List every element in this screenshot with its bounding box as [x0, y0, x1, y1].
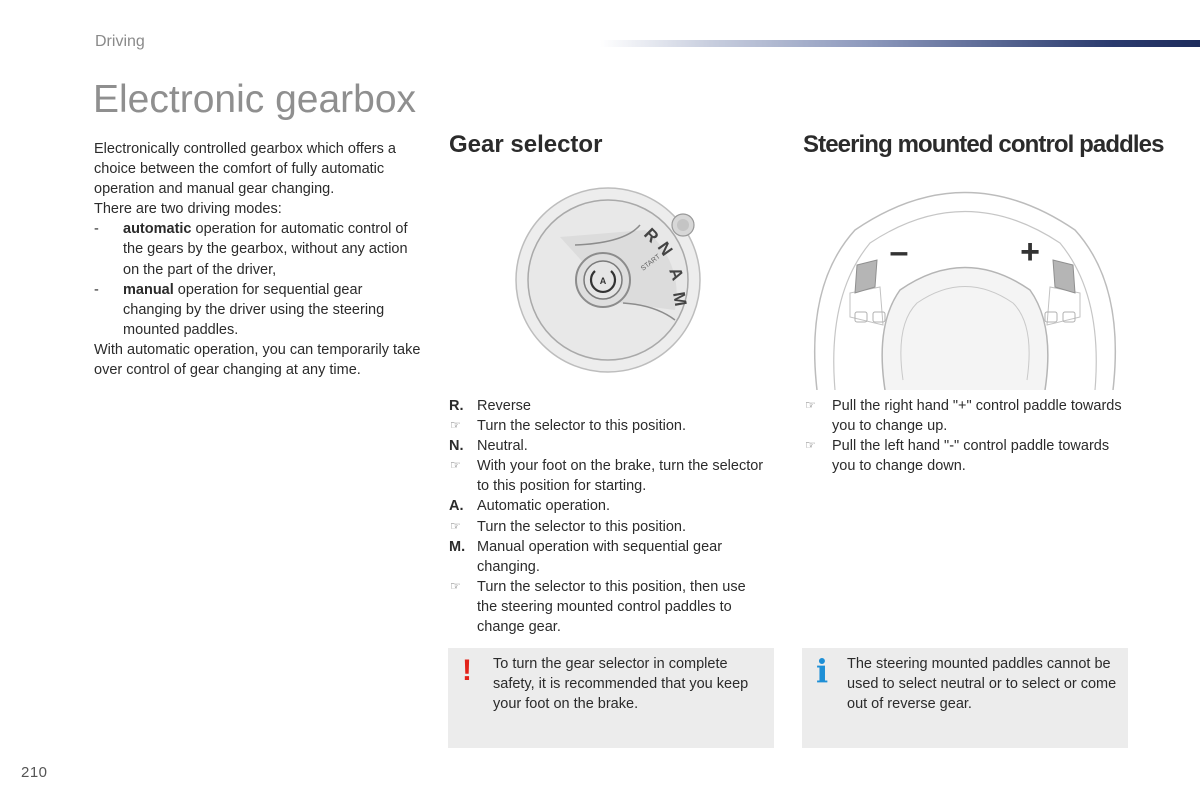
- list-item: [449, 577, 769, 637]
- item-text: Manual operation with sequential gear changing.: [477, 538, 723, 575]
- mode-manual: [94, 280, 424, 340]
- mode-name: manual: [123, 281, 174, 298]
- dial-label-r: R: [640, 224, 663, 247]
- item-text: Automatic operation.: [477, 498, 610, 515]
- info-note: [802, 648, 1128, 748]
- position-mark: R.: [449, 398, 464, 414]
- mode-description: operation for automatic control of the gears by the gearbox, without any action on the part of the driver,: [123, 221, 408, 278]
- item-text: Turn the selector to this position.: [477, 418, 687, 435]
- modes-intro: There are two driving modes:: [94, 201, 282, 218]
- info-text: The steering mounted paddles cannot be used to select neutral or to select or come out of reverse gear.: [847, 656, 1117, 713]
- gear-positions-list: [449, 396, 769, 637]
- paddles-heading: Steering mounted control paddles: [803, 131, 1164, 158]
- hand-pointer-icon: ☞: [450, 578, 461, 593]
- start-label: START: [639, 253, 662, 273]
- item-text: Turn the selector to this position, then use the steering mounted control paddles to change gear.: [477, 578, 746, 636]
- temporary-override-paragraph: With automatic operation, you can temporarily take over control of gear changing at any time.: [94, 341, 421, 379]
- page-title: Electronic gearbox: [93, 78, 417, 121]
- hand-pointer-icon: ☞: [450, 518, 461, 533]
- dash-bullet: -: [94, 221, 99, 238]
- list-item: [803, 396, 1133, 436]
- item-text: Turn the selector to this position.: [477, 518, 687, 535]
- hand-pointer-icon: ☞: [450, 418, 461, 433]
- position-mark: N.: [449, 438, 464, 455]
- plus-paddle-label: +: [1020, 233, 1040, 271]
- warning-icon: !: [462, 654, 472, 687]
- intro-paragraph: Electronically controlled gearbox which offers a choice between the comfort of fully automatic operation and manual gear changing.: [94, 141, 396, 198]
- paddle-instructions-list: [803, 396, 1133, 476]
- list-item: [449, 456, 769, 496]
- hand-pointer-icon: ☞: [805, 438, 816, 453]
- dial-label-n: N: [653, 238, 677, 260]
- page-number: 210: [21, 764, 48, 781]
- info-icon: i: [816, 652, 829, 690]
- steering-wheel-illustration: [805, 175, 1125, 390]
- list-item: [449, 537, 769, 577]
- list-item: [449, 416, 769, 436]
- section-label: Driving: [95, 33, 145, 50]
- list-item: [449, 496, 769, 516]
- mode-name: automatic: [123, 221, 192, 238]
- position-mark: M.: [449, 538, 466, 555]
- list-item: [449, 517, 769, 537]
- position-mark: A.: [449, 498, 464, 515]
- mode-automatic: [94, 219, 424, 279]
- warning-note: [448, 648, 774, 748]
- gear-selector-heading: Gear selector: [449, 131, 603, 158]
- warning-text: To turn the gear selector in complete safety, it is recommended that you keep your foot on the brake.: [493, 656, 749, 713]
- item-text: Pull the right hand "+" control paddle towards you to change up.: [832, 398, 1122, 435]
- item-text: Reverse: [477, 398, 531, 414]
- item-text: With your foot on the brake, turn the selector to this position for starting.: [477, 458, 764, 495]
- gear-selector-illustration: [505, 185, 715, 385]
- intro-column: [94, 139, 424, 380]
- list-item: [449, 396, 769, 416]
- minus-paddle-label: –: [889, 233, 909, 271]
- list-item: [449, 436, 769, 456]
- item-text: Neutral.: [477, 438, 528, 455]
- dial-label-m: M: [669, 290, 691, 308]
- hand-pointer-icon: ☞: [450, 458, 461, 473]
- list-item: [803, 436, 1133, 476]
- header-bar: [600, 40, 1200, 47]
- hand-pointer-icon: ☞: [805, 398, 816, 412]
- svg-text:A: A: [599, 276, 607, 286]
- item-text: Pull the left hand "-" control paddle towards you to change down.: [832, 438, 1110, 475]
- dash-bullet: -: [94, 281, 99, 298]
- dial-label-a: A: [665, 264, 688, 283]
- mode-description: operation for sequential gear changing by the driver using the steering mounted paddles.: [123, 281, 385, 338]
